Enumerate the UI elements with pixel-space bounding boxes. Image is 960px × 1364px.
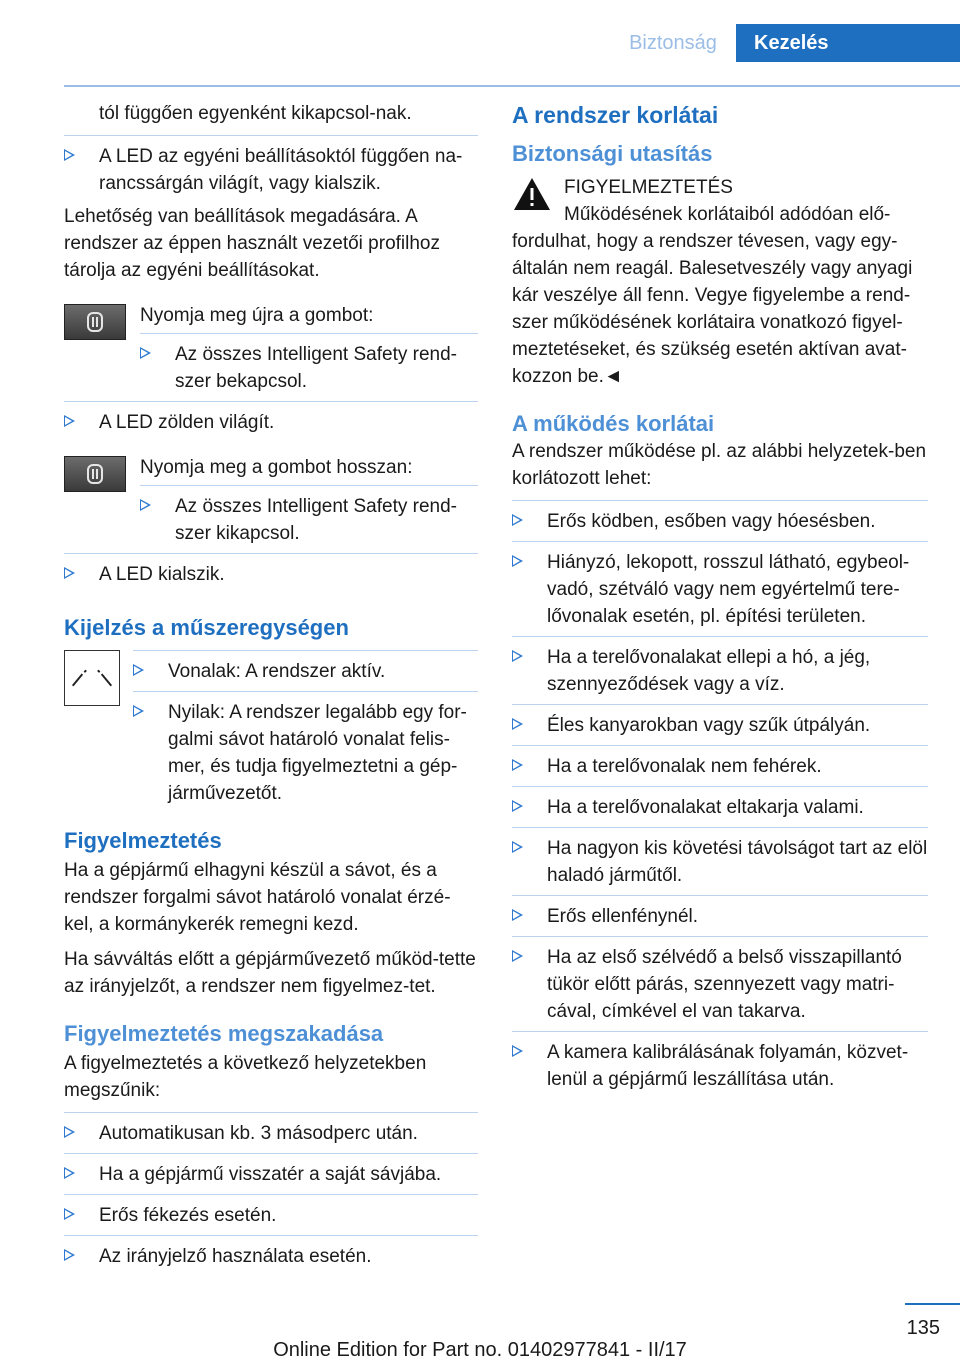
triangle-bullet-icon [512, 841, 523, 853]
list-item-text: Ha nagyon kis követési távolságot tart az elöl haladó járműtől. [547, 838, 928, 886]
list-item [512, 704, 928, 739]
list-item [140, 333, 478, 395]
list-item-text: Ha az első szélvédő a belső visszapillantó tükör előtt párás, szennyezett vagy matri-cával, címkével el van takarva. [547, 947, 902, 1022]
warning-line: Működésének korlátaiból adódóan elő- [564, 204, 891, 225]
triangle-bullet-icon [64, 1249, 75, 1261]
list-item-text: Ha a terelővonalak nem fehérek. [547, 756, 822, 777]
press-again-row [64, 302, 478, 395]
list-item [512, 1031, 928, 1093]
list-item [64, 1153, 478, 1188]
list-item-text: Erős ködben, esőben vagy hóesésben. [547, 511, 876, 532]
intro-continuation: tól függően egyenként kikapcsol-nak. [99, 103, 412, 124]
list-item [512, 745, 928, 780]
triangle-bullet-icon [512, 514, 523, 526]
list-item [512, 541, 928, 630]
triangle-bullet-icon [133, 664, 144, 676]
display-heading: Kijelzés a műszeregységen [64, 615, 349, 640]
triangle-bullet-icon [512, 555, 523, 567]
list-item [512, 786, 928, 821]
footer-rule [905, 1303, 960, 1305]
press-long-label: Nyomja meg a gombot hosszan: [140, 457, 413, 478]
triangle-bullet-icon [133, 705, 144, 717]
list-item-text: A LED kialszik. [99, 564, 225, 585]
triangle-bullet-icon [512, 909, 523, 921]
list-item [64, 553, 478, 588]
list-item-text: Az összes Intelligent Safety rend-szer kikapcsol. [175, 496, 457, 544]
page-number: 135 [906, 1317, 940, 1339]
triangle-bullet-icon [64, 567, 75, 579]
list-item-text: Vonalak: A rendszer aktív. [168, 661, 386, 682]
list-item-text: A kamera kalibrálásának folyamán, közvet-lenül a gépjármű leszállítása után. [547, 1042, 909, 1090]
triangle-bullet-icon [512, 1045, 523, 1057]
list-item-text: A LED az egyéni beállításoktól függően na-rancssárgán világít, vagy kialszik. [99, 146, 463, 194]
list-item [64, 1194, 478, 1229]
triangle-bullet-icon [64, 1126, 75, 1138]
header-rule [64, 85, 960, 87]
list-item [64, 1112, 478, 1147]
list-item-text: Az irányjelző használata esetén. [99, 1246, 372, 1267]
press-long-row [64, 454, 478, 547]
triangle-bullet-icon [140, 347, 151, 359]
list-item [133, 650, 478, 685]
list-item-text: Ha a gépjármű visszatér a saját sávjába. [99, 1164, 442, 1185]
right-column [512, 100, 928, 1099]
triangle-bullet-icon [512, 718, 523, 730]
warning-text-1: Ha a gépjármű elhagyni készül a sávot, és a rendszer forgalmi sávot határoló vonalat érzé-kel, a kormánykerék remegni kezd. [64, 860, 451, 935]
list-item-text: Nyilak: A rendszer legalább egy for-galmi sávot határoló vonalat felis-mer, és tudja figyelmeztetni a gép-járművezetőt. [168, 702, 467, 804]
page-header [0, 24, 960, 62]
warning-block [512, 174, 928, 228]
edition-text: Online Edition for Part no. 01402977841 - II/17 [273, 1339, 687, 1361]
function-heading: A működés korlátai [512, 411, 715, 436]
lane-markings-icon [64, 650, 120, 706]
list-item [133, 691, 478, 807]
interrupt-heading: Figyelmeztetés megszakadása [64, 1021, 384, 1046]
warning-label: FIGYELMEZTETÉS [564, 177, 733, 198]
list-item-text: Automatikusan kb. 3 másodperc után. [99, 1123, 418, 1144]
list-item-text: A LED zölden világít. [99, 412, 275, 433]
list-item [512, 500, 928, 535]
triangle-bullet-icon [512, 759, 523, 771]
triangle-bullet-icon [512, 950, 523, 962]
safety-heading: Biztonsági utasítás [512, 141, 713, 166]
list-item-text: Az összes Intelligent Safety rend-szer bekapcsol. [175, 344, 457, 392]
list-item [64, 135, 478, 197]
list-item-text: Ha a terelővonalakat ellepi a hó, a jég, szennyeződések vagy a víz. [547, 647, 871, 695]
press-again-label: Nyomja meg újra a gombot: [140, 305, 374, 326]
list-item [512, 827, 928, 889]
list-item-text: Erős ellenfénynél. [547, 906, 699, 927]
list-item-text: Éles kanyarokban vagy szűk útpályán. [547, 715, 871, 736]
warning-text-2: Ha sávváltás előtt a gépjárművezető működ-tette az irányjelzőt, a rendszer nem figyelmez-tet. [64, 949, 476, 997]
interrupt-text: A figyelmeztetés a következő helyzetekben megszűnik: [64, 1053, 427, 1101]
left-column [64, 100, 478, 1276]
intelligent-safety-button-icon [64, 304, 126, 340]
list-item [140, 485, 478, 547]
chapter-tab[interactable]: Kezelés [736, 24, 960, 62]
warning-heading: Figyelmeztetés [64, 828, 222, 853]
list-item [64, 401, 478, 436]
list-item [64, 1235, 478, 1270]
display-row [64, 650, 478, 807]
function-list [512, 500, 928, 1093]
triangle-bullet-icon [140, 499, 151, 511]
list-item [512, 895, 928, 930]
list-item-text: Hiányzó, lekopott, rosszul látható, egybeol-vadó, szétváló vagy nem egyértelmű tere-lővonalak esetén, pl. építési területen. [547, 552, 910, 627]
warning-triangle-icon [512, 176, 552, 212]
settings-text: Lehetőség van beállítások megadására. A rendszer az éppen használt vezetői profilhoz tárolja az egyéni beállításokat. [64, 206, 441, 281]
function-text: A rendszer működése pl. az alábbi helyzetek-ben korlátozott lehet: [512, 441, 927, 489]
list-item [512, 636, 928, 698]
triangle-bullet-icon [64, 149, 75, 161]
triangle-bullet-icon [64, 1167, 75, 1179]
triangle-bullet-icon [512, 650, 523, 662]
section-tab[interactable]: Biztonság [629, 32, 717, 54]
triangle-bullet-icon [64, 1208, 75, 1220]
list-item-text: Erős fékezés esetén. [99, 1205, 277, 1226]
limits-heading: A rendszer korlátai [512, 102, 719, 128]
list-item-text: Ha a terelővonalakat eltakarja valami. [547, 797, 864, 818]
warning-body: fordulhat, hogy a rendszer tévesen, vagy egy-általán nem reagál. Balesetveszély vagy anyagi kár veszélye áll fenn. Vegye figyelembe a rend-szer működésének korlátaira vonatkozó figyel-meztetéseket, és szükség esetén aktívan avat-kozzon be.◄ [512, 231, 913, 387]
list-item [512, 936, 928, 1025]
triangle-bullet-icon [512, 800, 523, 812]
triangle-bullet-icon [64, 415, 75, 427]
intelligent-safety-button-icon [64, 456, 126, 492]
